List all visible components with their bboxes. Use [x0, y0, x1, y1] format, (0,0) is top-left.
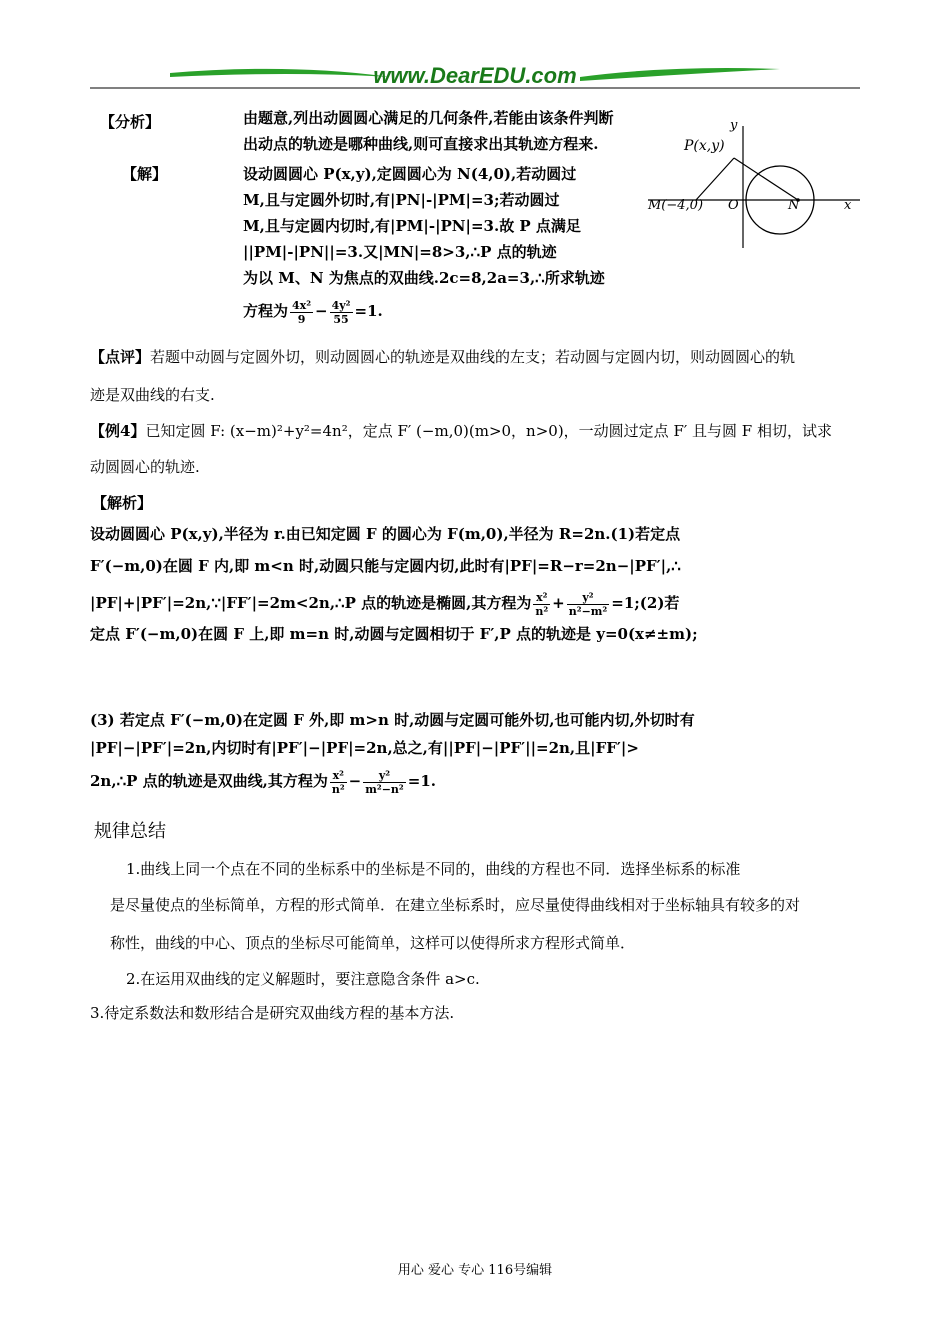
solution-line-5: 为以 M、N 为焦点的双曲线.2c=8,2a=3,∴所求轨迹 — [243, 269, 605, 287]
hyperbola-figure — [648, 118, 860, 250]
example4-label: 【例4】 — [90, 422, 146, 440]
summary-p2: 2.在运用双曲线的定义解题时，要注意隐含条件 a>c. — [126, 970, 480, 988]
figure-svg — [648, 118, 860, 250]
page-footer: 用心 爱心 专心 116号编辑 — [397, 1263, 553, 1278]
solution4-line-2: F′(−m,0)在圆 F 内,即 m<n 时,动圆只能与定圆内切,此时有|PF|=R−r=2n−|PF′|,∴ — [90, 557, 681, 575]
left-swoosh — [170, 69, 390, 77]
summary-p3: 3.待定系数法和数形结合是研究双曲线方程的基本方法. — [90, 1004, 455, 1022]
eq-f1-den: 9 — [297, 312, 306, 326]
s4l3-f2-den: n²−m² — [568, 604, 608, 618]
s4l3-f2-num: y² — [567, 591, 610, 605]
s4l7-fraction-1 — [330, 769, 347, 796]
figure-x-label: x — [844, 198, 852, 213]
analysis-label: 【分析】 — [100, 113, 161, 131]
solution4-label: 【解析】 — [92, 494, 153, 512]
eq-f2-den: 55 — [333, 312, 349, 326]
s4l3-fraction-1 — [533, 591, 550, 618]
s4l3-plus: + — [552, 594, 565, 612]
s4l7-fraction-2 — [363, 769, 406, 796]
s4l3-suffix: =1;(2)若 — [611, 594, 680, 612]
solution4-line-7 — [90, 764, 436, 798]
right-swoosh — [580, 68, 780, 81]
figure-p-label: P(x,y) — [684, 138, 725, 154]
comment-text-1: 若题中动圆与定圆外切，则动圆圆心的轨迹是双曲线的左支；若动圆与定圆内切，则动圆圆心的轨 — [150, 348, 796, 366]
s4l3-f1-num: x² — [533, 591, 550, 605]
solution-line-3: M,且与定圆内切时,有|PM|-|PN|=3.故 P 点满足 — [243, 217, 581, 235]
solution4-line-1: 设动圆圆心 P(x,y),半径为 r.由已知定圆 F 的圆心为 F(m,0),半径为 R=2n.(1)若定点 — [90, 525, 681, 543]
s4l7-f1-den: n² — [331, 782, 345, 796]
eq-f2-num: 4y² — [331, 298, 351, 312]
s4l7-minus: − — [348, 772, 362, 790]
figure-o-label: O — [728, 198, 739, 213]
example4-line-2: 动圆圆心的轨迹. — [90, 458, 200, 476]
solution-label: 【解】 — [122, 165, 168, 183]
s4l3-f1-den: n² — [535, 604, 549, 618]
solution4-line-4: 定点 F′(−m,0)在圆 F 上,即 m=n 时,动圆与定圆相切于 F′,P 点的轨迹是 y=0(x≠±m); — [90, 625, 698, 643]
solution-line-1: 设动圆圆心 P(x,y),定圆圆心为 N(4,0),若动圆过 — [243, 165, 577, 183]
eq-suffix: =1. — [354, 302, 383, 320]
solution4-line-6: |PF|−|PF′|=2n,内切时有|PF′|−|PF|=2n,总之,有||PF|−|PF′||=2n,且|FF′|> — [90, 739, 639, 757]
s4l7-f1-num: x² — [330, 769, 347, 783]
s4l7-suffix: =1. — [407, 772, 436, 790]
eq-fraction-1 — [290, 299, 313, 326]
s4l7-prefix: 2n,∴P 点的轨迹是双曲线,其方程为 — [90, 772, 328, 790]
analysis-line-1: 由题意,列出动圆圆心满足的几何条件,若能由该条件判断 — [243, 109, 614, 127]
figure-m-label: M(−4,0) — [648, 198, 704, 213]
example4-line-1 — [90, 420, 832, 442]
solution-line-4: ||PM|-|PN||=3.又|MN|=8>3,∴P 点的轨迹 — [243, 243, 557, 261]
s4l7-f2-num: y² — [363, 769, 406, 783]
solution-line-2: M,且与定圆外切时,有|PN|-|PM|=3;若动圆过 — [243, 191, 560, 209]
page-header — [90, 55, 860, 95]
summary-title: 规律总结 — [94, 821, 166, 842]
analysis-line-2: 出动点的轨迹是哪种曲线,则可直接求出其轨迹方程来. — [243, 135, 599, 153]
eq-minus: − — [315, 302, 328, 320]
logo-text[interactable]: www.DearEDU.com — [373, 63, 577, 88]
figure-y-label: y — [730, 118, 738, 133]
s4l3-fraction-2 — [567, 591, 610, 618]
figure-n-label: N — [788, 198, 800, 213]
comment-label: 【点评】 — [90, 348, 151, 366]
segment-mp — [696, 158, 734, 200]
solution4-line-3 — [90, 586, 679, 620]
solution4-line-5: (3) 若定点 F′(−m,0)在定圆 F 外,即 m>n 时,动圆与定圆可能外切,也可能内切,外切时有 — [90, 711, 695, 729]
s4l7-f2-den: m²−n² — [365, 782, 404, 796]
comment-line-2: 迹是双曲线的右支. — [90, 386, 215, 404]
eq-prefix: 方程为 — [243, 302, 289, 320]
summary-p1-line-1: 1.曲线上同一个点在不同的坐标系中的坐标是不同的，曲线的方程也不同．选择坐标系的标准 — [126, 860, 741, 878]
eq-f1-num: 4x² — [292, 298, 312, 312]
s4l3-prefix: |PF|+|PF′|=2n,∵|FF′|=2m<2n,∴P 点的轨迹是椭圆,其方程为 — [90, 594, 532, 612]
example4-text-1: 已知定圆 F: (x−m)²+y²=4n²，定点 F′ (−m,0)(m>0，n>0)，一动圆过定点 F′ 且与圆 F 相切，试求 — [145, 422, 832, 440]
solution-equation — [243, 296, 383, 326]
eq-fraction-2 — [330, 299, 353, 326]
comment-line-1 — [90, 346, 795, 368]
summary-p1-line-2: 是尽量使点的坐标简单，方程的形式简单．在建立坐标系时，应尽量使得曲线相对于坐标轴具有较多的对 — [110, 896, 801, 914]
summary-p1-line-3: 称性，曲线的中心、顶点的坐标尽可能简单，这样可以使得所求方程形式简单． — [110, 934, 636, 952]
